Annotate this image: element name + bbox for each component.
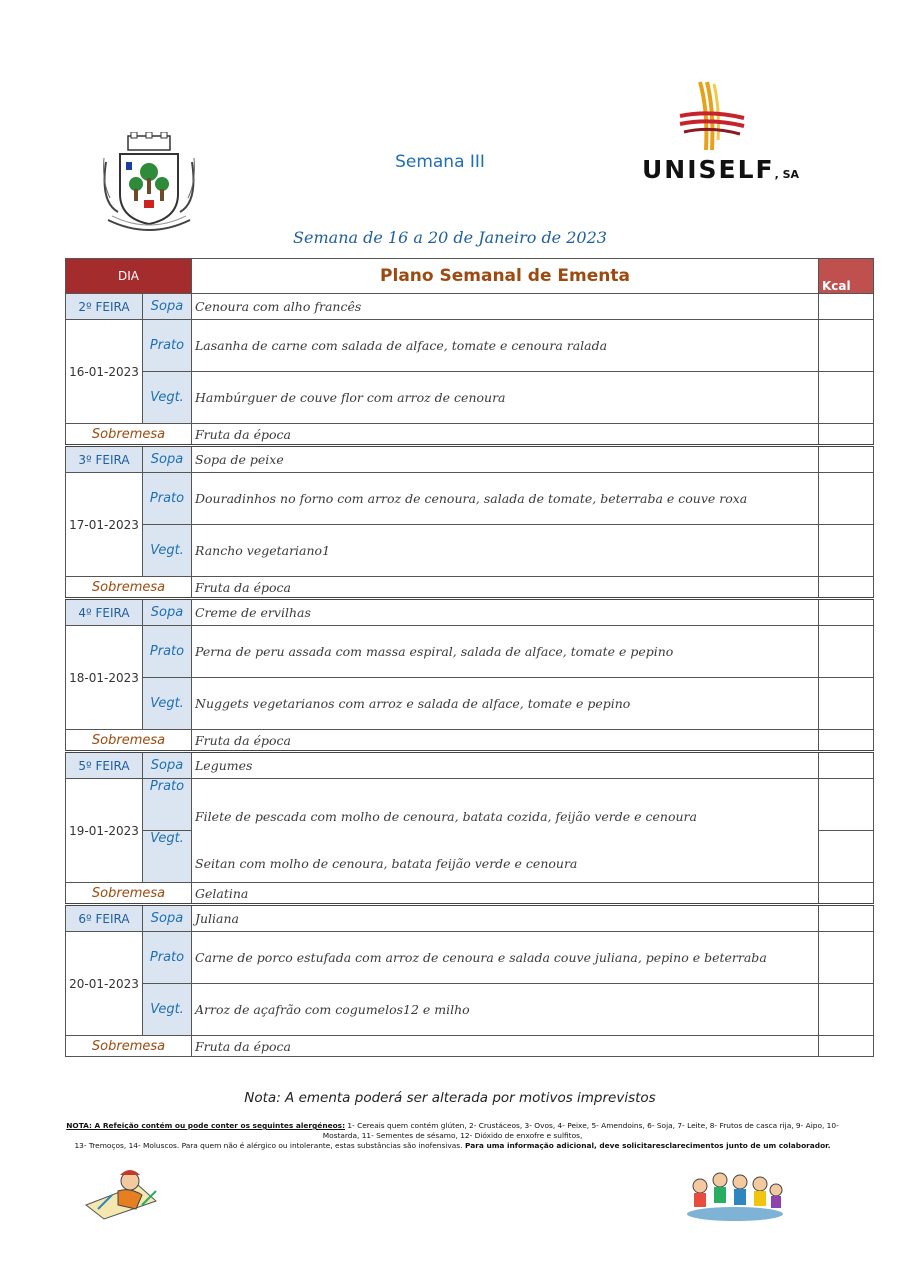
- kcal-cell: [819, 1036, 874, 1057]
- sopa-dish: Legumes: [192, 752, 819, 779]
- sobremesa-dish: Fruta da época: [192, 730, 819, 752]
- table-header-row: [66, 259, 874, 294]
- child-drawing-icon: [78, 1165, 166, 1220]
- vegt-label: Vegt.: [143, 525, 192, 577]
- sobremesa-label: Sobremesa: [66, 424, 192, 446]
- uniself-logo-text: [642, 155, 799, 184]
- vegt-label: Vegt.: [143, 984, 192, 1036]
- weekday-cell: 3º FEIRA: [66, 446, 143, 473]
- sopa-label: Sopa: [143, 446, 192, 473]
- kcal-cell: [819, 446, 874, 473]
- allergen-notice: [55, 1121, 850, 1151]
- prato-dish: [192, 779, 819, 883]
- logo-suffix: , SA: [774, 168, 800, 181]
- sobremesa-label: Sobremesa: [66, 577, 192, 599]
- kcal-cell: [819, 730, 874, 752]
- children-group-icon: [680, 1168, 790, 1223]
- prato-label: Prato: [143, 626, 192, 678]
- date-cell: 16-01-2023: [66, 320, 143, 424]
- kcal-cell: [819, 905, 874, 932]
- sobremesa-label: Sobremesa: [66, 883, 192, 905]
- kcal-cell: [819, 932, 874, 984]
- kcal-cell: [819, 372, 874, 424]
- allergen-bold-note: Para uma informação adicional, deve solicitaresclarecimentos junto de um colaborador.: [462, 1141, 831, 1150]
- logo-name: UNISELF: [642, 155, 775, 184]
- prato-label: Prato: [143, 320, 192, 372]
- vegt-dish: Hambúrguer de couve flor com arroz de cenoura: [192, 372, 819, 424]
- sopa-dish: Cenoura com alho francês: [192, 294, 819, 320]
- prato-label: Prato: [143, 932, 192, 984]
- kcal-cell: [819, 678, 874, 730]
- vegt-label: Vegt.: [143, 678, 192, 730]
- date-cell: 18-01-2023: [66, 626, 143, 730]
- sobremesa-dish: Fruta da época: [192, 577, 819, 599]
- allergen-title: NOTA: A Refeição contém ou pode conter os seguintes alergéneos:: [66, 1121, 346, 1130]
- table-row: [66, 752, 874, 779]
- kcal-cell: [819, 577, 874, 599]
- weekday-cell: 2º FEIRA: [66, 294, 143, 320]
- kcal-cell: [819, 294, 874, 320]
- table-row: [66, 473, 874, 525]
- date-cell: 20-01-2023: [66, 932, 143, 1036]
- table-row: [66, 932, 874, 984]
- prato-dish: Carne de porco estufada com arroz de cenoura e salada couve juliana, pepino e beterraba: [192, 932, 819, 984]
- table-row: [66, 730, 874, 752]
- municipal-coat-of-arms-icon: [98, 132, 200, 238]
- sobremesa-dish: Fruta da época: [192, 424, 819, 446]
- menu-change-note: Nota: A ementa poderá ser alterada por motivos imprevistos: [244, 1090, 656, 1106]
- vegt-label: Vegt.: [143, 372, 192, 424]
- menu-body: [66, 294, 874, 1057]
- sobremesa-dish: Gelatina: [192, 883, 819, 905]
- sopa-label: Sopa: [143, 599, 192, 626]
- table-row: [66, 372, 874, 424]
- vegt-dish: Arroz de açafrão com cogumelos12 e milho: [192, 984, 819, 1036]
- vegt-dish: Rancho vegetariano1: [192, 525, 819, 577]
- sobremesa-label: Sobremesa: [66, 1036, 192, 1057]
- sobremesa-label: Sobremesa: [66, 730, 192, 752]
- kcal-cell: [819, 752, 874, 779]
- kcal-cell: [819, 599, 874, 626]
- allergen-list-1: 1- Cereais quem contém glúten, 2- Crustáceos, 3- Ovos, 4- Peixe, 5- Amendoins, 6- Soja, 7- Leite, 8- Frutos de casca rija, 9- Aipo, 10- Mostarda, 11- Sementes de sésamo, 12- Dióxido de enxofre e sulfitos,: [322, 1121, 839, 1140]
- table-row: [66, 424, 874, 446]
- table-row: [66, 446, 874, 473]
- weekday-cell: 4º FEIRA: [66, 599, 143, 626]
- sopa-dish: Creme de ervilhas: [192, 599, 819, 626]
- table-row: [66, 577, 874, 599]
- sobremesa-dish: Fruta da época: [192, 1036, 819, 1057]
- sopa-dish: Sopa de peixe: [192, 446, 819, 473]
- week-dates-subtitle: Semana de 16 a 20 de Janeiro de 2023: [293, 228, 607, 247]
- kcal-cell: [819, 626, 874, 678]
- prato-dish: Douradinhos no forno com arroz de cenoura, salada de tomate, beterraba e couve roxa: [192, 473, 819, 525]
- sopa-label: Sopa: [143, 905, 192, 932]
- kcal-cell: [819, 320, 874, 372]
- sopa-label: Sopa: [143, 294, 192, 320]
- header-plan: Plano Semanal de Ementa: [192, 259, 819, 294]
- weekday-cell: 5º FEIRA: [66, 752, 143, 779]
- prato-dish: Perna de peru assada com massa espiral, salada de alface, tomate e pepino: [192, 626, 819, 678]
- table-row: [66, 320, 874, 372]
- weekly-menu-table: [65, 258, 874, 1057]
- kcal-cell: [819, 883, 874, 905]
- table-row: [66, 883, 874, 905]
- kcal-cell: [819, 984, 874, 1036]
- table-row: [66, 905, 874, 932]
- table-row: [66, 294, 874, 320]
- table-row: [66, 525, 874, 577]
- vegt-dish-text: Seitan com molho de cenoura, batata feijão verde e cenoura: [195, 856, 578, 871]
- date-cell: 19-01-2023: [66, 779, 143, 883]
- prato-label: Prato: [143, 473, 192, 525]
- week-label: Semana III: [395, 152, 485, 172]
- table-row: [66, 599, 874, 626]
- table-row: [66, 1036, 874, 1057]
- vegt-label: Vegt.: [143, 831, 192, 883]
- prato-label: Prato: [143, 779, 192, 831]
- table-row: [66, 678, 874, 730]
- sopa-dish: Juliana: [192, 905, 819, 932]
- kcal-cell: [819, 525, 874, 577]
- prato-dish-text: Filete de pescada com molho de cenoura, batata cozida, feijão verde e cenoura: [195, 809, 697, 824]
- vegt-dish: Nuggets vegetarianos com arroz e salada de alface, tomate e pepino: [192, 678, 819, 730]
- table-row: [66, 779, 874, 831]
- date-cell: 17-01-2023: [66, 473, 143, 577]
- sopa-label: Sopa: [143, 752, 192, 779]
- kcal-cell: [819, 831, 874, 883]
- allergen-list-2: 13- Tremoços, 14- Moluscos. Para quem não é alérgico ou intolerante, estas substâncias são inofensivas.: [74, 1141, 463, 1150]
- table-row: [66, 984, 874, 1036]
- kcal-cell: [819, 424, 874, 446]
- header-kcal: Kcal: [819, 259, 874, 294]
- weekday-cell: 6º FEIRA: [66, 905, 143, 932]
- prato-dish: Lasanha de carne com salada de alface, tomate e cenoura ralada: [192, 320, 819, 372]
- kcal-cell: [819, 779, 874, 831]
- header-dia: DIA: [66, 259, 192, 294]
- table-row: [66, 626, 874, 678]
- kcal-cell: [819, 473, 874, 525]
